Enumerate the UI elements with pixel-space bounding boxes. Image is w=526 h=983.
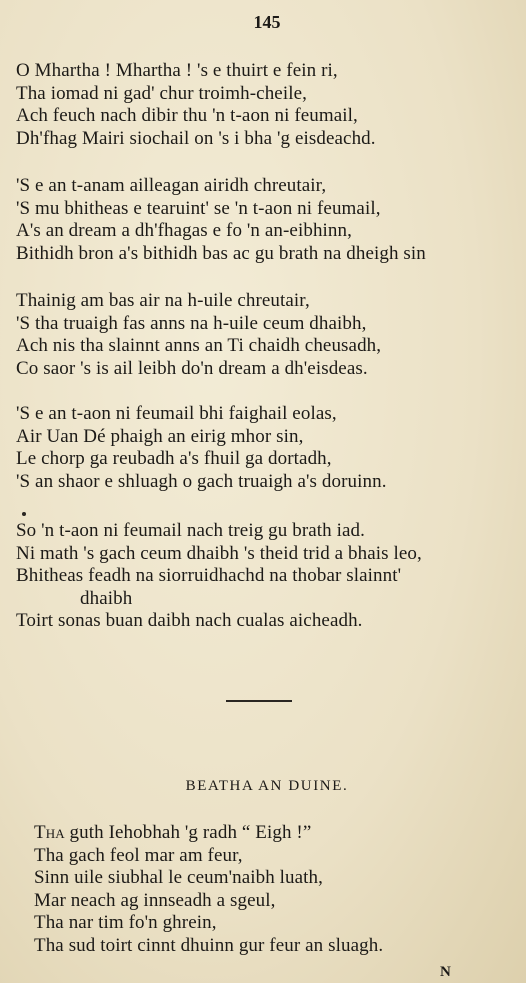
- verse-line: Tha iomad ni gad' chur troimh-cheile,: [16, 82, 307, 104]
- verse-line: Toirt sonas buan daibh nach cualas aicheadh.: [16, 610, 363, 631]
- stanza-5: [16, 520, 516, 633]
- verse-line: Ach feuch nach dibir thu 'n t-aon ni feumail,: [16, 105, 358, 126]
- stanza-2: [16, 175, 516, 265]
- verse-line: 'S an shaor e shluagh o gach truaigh a's doruinn.: [16, 470, 387, 492]
- first-line-rest: guth Iehobhah 'g radh “ Eigh !”: [64, 822, 312, 843]
- stanza-3: [16, 290, 516, 380]
- first-word: Tha: [34, 822, 65, 843]
- verse-line: Le chorp ga reubadh a's fhuil ga dortadh,: [16, 448, 332, 469]
- verse-line: Bhitheas feadh na siorruidhachd na thobar slainnt': [16, 565, 402, 586]
- verse-line: So 'n t-aon ni feumail nach treig gu brath iad.: [16, 520, 365, 541]
- verse-line: 'S tha truaigh fas anns na h-uile ceum dhaibh,: [16, 312, 367, 334]
- verse-line: A's an dream a dh'fhagas e fo 'n an-eibhinn,: [16, 220, 352, 241]
- verse-line-continuation: dhaibh: [80, 587, 133, 609]
- page-number: 145: [253, 12, 281, 32]
- verse-line: Air Uan Dé phaigh an eirig mhor sin,: [16, 425, 304, 447]
- ink-speck: [22, 512, 26, 516]
- verse-line: Tha gach feol mar am feur,: [34, 844, 243, 866]
- stanza-4: [16, 403, 516, 493]
- signature-mark: N: [440, 964, 451, 980]
- stanza-1: [16, 60, 516, 150]
- verse-line: 'S mu bhitheas e tearuint' se 'n t-aon ni feumail,: [16, 197, 381, 219]
- verse-line: 'S e an t-aon ni feumail bhi faighail eolas,: [16, 403, 337, 424]
- verse-line: Dh'fhag Mairi siochail on 's i bha 'g eisdeachd.: [16, 127, 376, 149]
- verse-line: Tha nar tim fo'n ghrein,: [34, 912, 217, 934]
- verse-line: Ni math 's gach ceum dhaibh 's theid trid a bhais leo,: [16, 542, 422, 564]
- verse-line: Tha sud toirt cinnt dhuinn gur feur an sluagh.: [34, 934, 384, 956]
- verse-line: Ach nis tha slainnt anns an Ti chaidh cheusadh,: [16, 335, 382, 356]
- verse-line: O Mhartha ! Mhartha ! 's e thuirt e fein ri,: [16, 60, 338, 81]
- verse-line: Co saor 's is ail leibh do'n dream a dh'eisdeas.: [16, 357, 368, 379]
- verse-line: [34, 822, 504, 845]
- section-title: BEATHA AN DUINE.: [185, 778, 349, 794]
- section-divider: [226, 700, 292, 702]
- verse-line: Thainig am bas air na h-uile chreutair,: [16, 290, 310, 311]
- verse-line: Bithidh bron a's bithidh bas ac gu brath na dheigh sin: [16, 242, 426, 264]
- verse-line: 'S e an t-anam ailleagan airidh chreutair,: [16, 175, 327, 196]
- verse-line: Mar neach ag innseadh a sgeul,: [34, 889, 276, 911]
- verse-line: Sinn uile siubhal le ceum'naibh luath,: [34, 867, 324, 889]
- poem-beatha-an-duine: [34, 822, 504, 958]
